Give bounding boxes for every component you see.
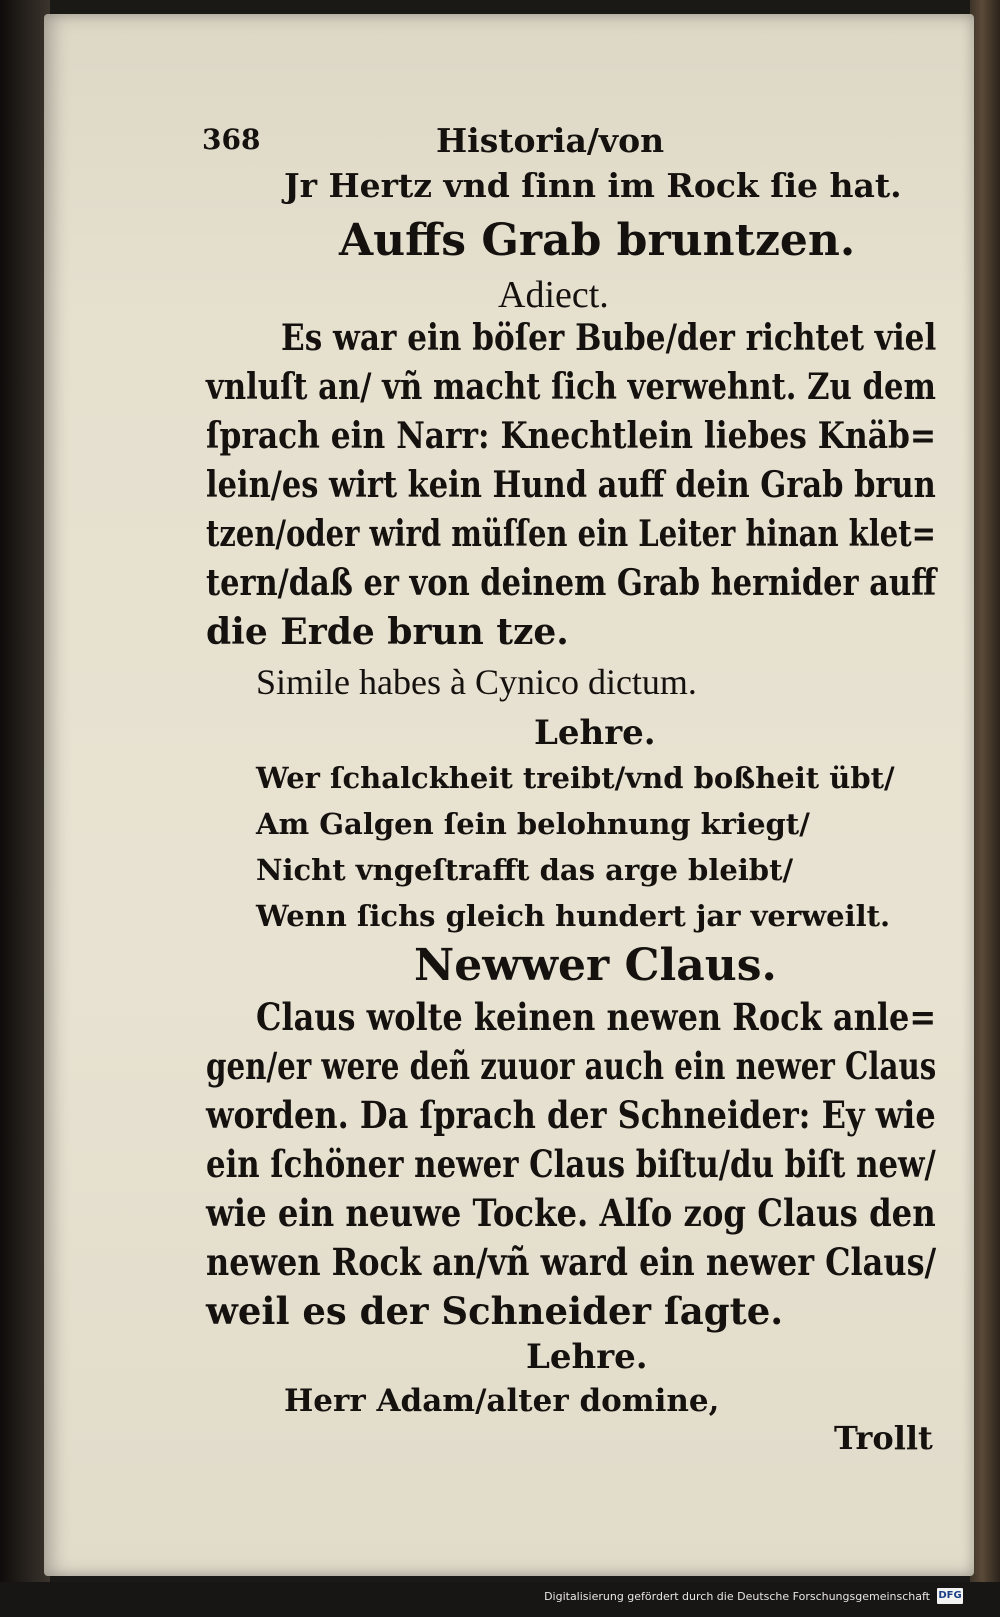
verse-line: Am Galgen ſein belohnung kriegt/ — [256, 807, 810, 841]
verse-line: Wenn ſichs gleich hundert jar verweilt. — [256, 899, 891, 933]
verse-line: Nicht vngeſtrafft das arge bleibt/ — [256, 853, 794, 887]
text-line: tzen/oder wird müſſen ein Leiter hinan klet= — [206, 513, 936, 555]
text-line: Herr Adam/alter domine, — [284, 1383, 720, 1419]
page-number: 368 — [202, 123, 261, 156]
text-line: newen Rock an/vñ ward ein newer Claus/ — [206, 1240, 937, 1284]
section-heading: Newwer Claus. — [414, 940, 777, 991]
text-line-latin: Simile habes à Cynico dictum. — [256, 662, 697, 702]
dfg-logo: DFG — [937, 1588, 963, 1604]
section-heading: Lehre. — [526, 1337, 648, 1377]
running-title: Historia/von — [436, 121, 665, 160]
digitization-credit: Digitalisierung gefördert durch die Deutsche Forschungsgemeinschaft — [544, 1590, 930, 1603]
section-heading: Auffs Grab bruntzen. — [339, 215, 856, 266]
text-line-latin: Adiect. — [498, 274, 609, 316]
text-line: gen/er were deñ zuuor auch ein newer Claus — [206, 1044, 937, 1088]
text-line: Jr Hertz vnd ſinn im Rock ſie hat. — [284, 166, 902, 205]
text-line: ein ſchöner newer Claus biſtu/du biſt new/ — [206, 1142, 936, 1186]
verse-line: Wer ſchalckheit treibt/vnd boßheit übt/ — [256, 761, 895, 795]
book-binding-edge — [0, 0, 50, 1617]
text-line: Es war ein böſer Bube/der richtet viel — [281, 317, 937, 359]
catchword: Trollt — [834, 1419, 933, 1457]
page-sheet — [44, 14, 974, 1576]
book-fore-edge — [970, 0, 1000, 1617]
text-line: weil es der Schneider ſagte. — [206, 1289, 784, 1333]
text-line: vnluſt an/ vñ macht ſich verwehnt. Zu dem — [206, 366, 936, 408]
section-heading: Lehre. — [534, 713, 656, 753]
text-line: ſprach ein Narr: Knechtlein liebes Knäb= — [206, 415, 937, 457]
text-line: tern/daß er von deinem Grab hernider auff — [206, 562, 937, 604]
text-line: lein/es wirt kein Hund auff dein Grab brun — [206, 464, 936, 506]
text-line: Claus wolte keinen newen Rock anle= — [256, 995, 937, 1039]
text-line: wie ein neuwe Tocke. Alſo zog Claus den — [206, 1191, 936, 1235]
text-line: die Erde brun tze. — [206, 611, 569, 653]
text-line: worden. Da ſprach der Schneider: Ey wie — [206, 1093, 936, 1137]
